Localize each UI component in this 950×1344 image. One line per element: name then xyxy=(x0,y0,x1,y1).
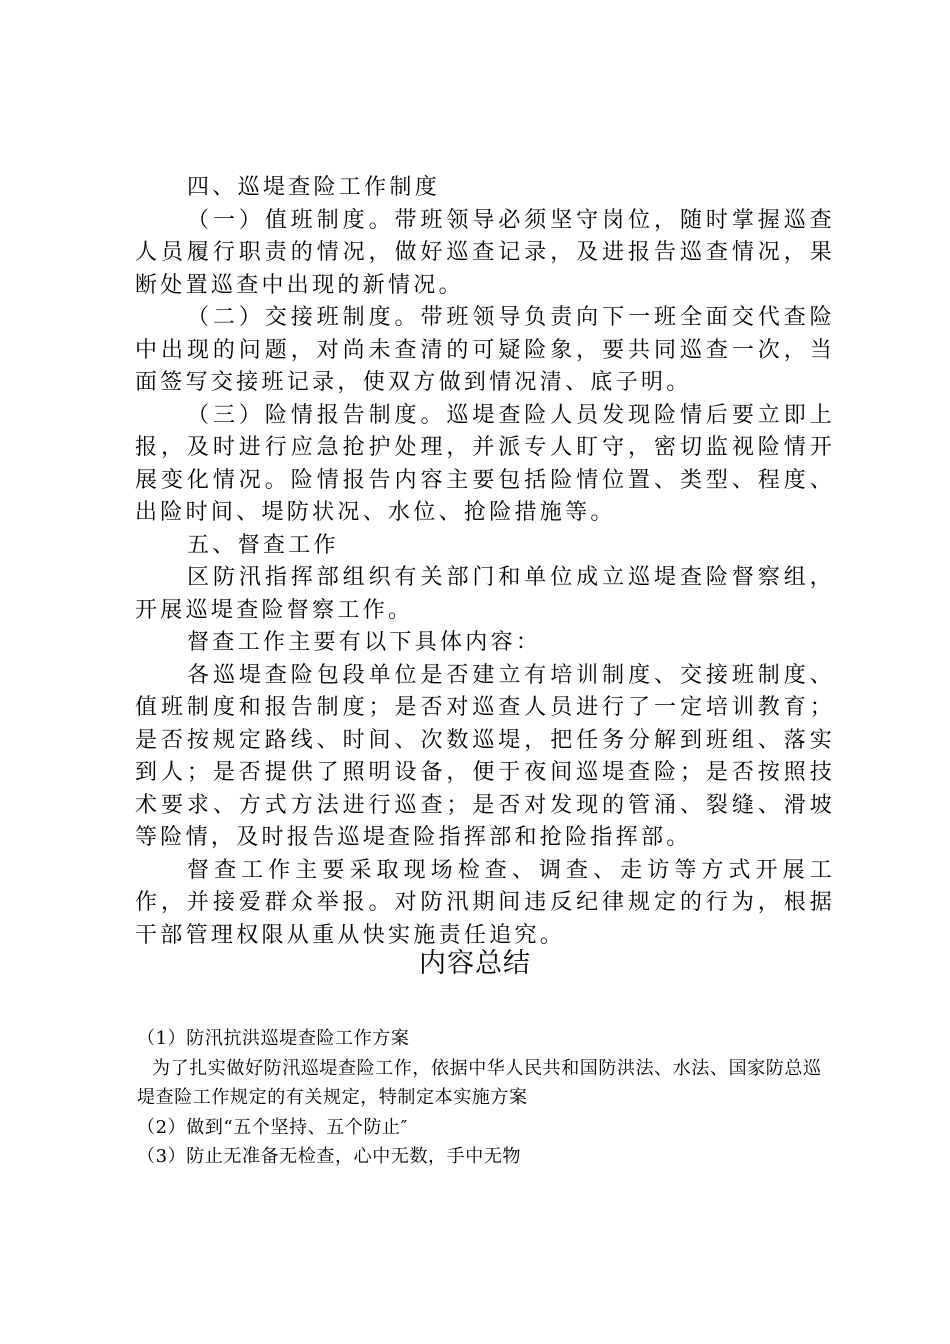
paragraph-duty-system: （一）值班制度。带班领导必须坚守岗位，随时掌握巡查人员履行职责的情况，做好巡查记录，及进报告巡查情况，果断处置巡查中出现的新情况。 xyxy=(135,207,835,298)
summary-item: 为了扎实做好防汛巡堤查险工作，依据中华人民共和国防洪法、水法、国家防总巡堤查险工作规定的有关规定，特制定本实施方案 xyxy=(137,1057,822,1108)
summary-list xyxy=(137,1024,827,1172)
summary-title: 内容总结 xyxy=(419,948,531,979)
paragraph-supervision-content: 各巡堤查险包段单位是否建立有培训制度、交接班制度、值班制度和报告制度；是否对巡查人员进行了一定培训教育；是否按规定路线、时间、次数巡堤，把任务分解到班组、落实到人；是否提供了照明设备，便于夜间巡堤查险；是否按照技术要求、方式方法进行巡查；是否对发现的管涌、裂缝、滑坡等险情，及时报告巡堤查险指挥部和抢险指挥部。 xyxy=(135,662,835,850)
section-heading-inspection-system: 四、巡堤查险工作制度 xyxy=(187,175,441,200)
section-heading-supervision: 五、督查工作 xyxy=(187,532,339,558)
summary-item: （1）防汛抗洪巡堤查险工作方案 xyxy=(137,1028,410,1049)
paragraph-supervision-methods: 督查工作主要采取现场检查、调查、走访等方式开展工作，并接爱群众举报。对防汛期间违反纪律规定的行为，根据干部管理权限从重从快实施责任追究。 xyxy=(135,857,835,948)
paragraph-danger-report-system: （三）险情报告制度。巡堤查险人员发现险情后要立即上报，及时进行应急抢护处理，并派专人盯守，密切监视险情开展变化情况。险情报告内容主要包括险情位置、类型、程度、出险时间、堤防状况、水位、抢险措施等。 xyxy=(135,402,835,525)
paragraph-supervision-group: 区防汛指挥部组织有关部门和单位成立巡堤查险督察组，开展巡堤查险督察工作。 xyxy=(135,565,835,623)
summary-item: （3）防止无准备无检查，心中无数，手中无物 xyxy=(137,1146,522,1167)
summary-item: （2）做到“五个坚持、五个防止″ xyxy=(137,1116,408,1138)
paragraph-supervision-content-intro: 督查工作主要有以下具体内容： xyxy=(187,630,542,655)
document-body xyxy=(135,172,835,952)
paragraph-shift-handover-system: （二）交接班制度。带班领导负责向下一班全面交代查险中出现的问题，对尚未查清的可疑险象，要共同巡查一次，当面签写交接班记录，使双方做到情况清、底子明。 xyxy=(135,305,835,395)
